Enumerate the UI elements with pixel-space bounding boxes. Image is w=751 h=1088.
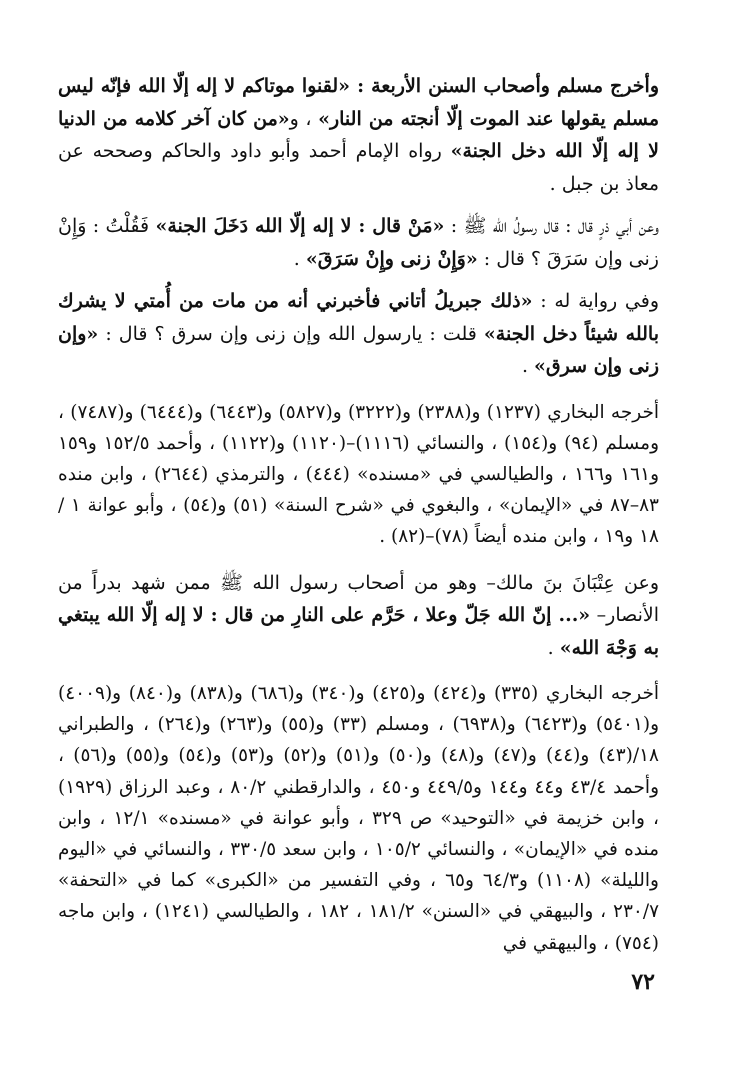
period: . bbox=[521, 355, 535, 377]
paragraph-itban bbox=[58, 567, 659, 665]
connector-text: ، و bbox=[289, 107, 319, 130]
paragraph-muslim-narration bbox=[58, 70, 659, 200]
narration-question: قلت : يارسول الله وإن زنى وإن سرق ؟ قال : bbox=[98, 322, 484, 345]
narration-intro: وأخرج مسلم وأصحاب السنن الأربعة : bbox=[350, 75, 659, 97]
citation-block-1: أخرجه البخاري (١٢٣٧) و(٢٣٨٨) و(٣٢٢٢) و(٥٨٢٧) و(٦٤٤٣) و(٦٤٤٤) و(٧٤٨٧) ، ومسلم (٩٤) و(١٥٤) ، والنسائي (١١١٦)–(١١٢٠) و(١١٢٢) ، وأحمد ١٥٢/٥ و١٥٩ و١٦١ و١٦٦ ، والطيالسي في «مسنده» (٤٤٤) ، والترمذي (٢٦٤٤) ، وابن منده ٨٣–٨٧ في «الإيمان» ، والبغوي في «شرح السنة» (٥١) و(٥٤) ، وأبو عوانة ١ /١٨ و١٩ ، وابن منده أيضاً (٧٨)–(٨٢) . bbox=[58, 401, 660, 548]
hadith-quote: «وإن زنى وإن سرق» bbox=[58, 322, 659, 377]
hadith-quote: «... إنّ الله جَلّ وعلا ، حَرَّم على النارِ من قال : لا إله إلّا الله يبتغي به وَجْهَ الله» bbox=[58, 604, 659, 659]
hadith-quote: «وَإِنْ زنى وإِنْ سَرَقَ» bbox=[305, 247, 478, 270]
narration-intro: وفي رواية له : bbox=[532, 290, 660, 312]
period: . bbox=[547, 636, 560, 659]
narration-intro: وعن أبي ذرٍ قال : قال رسولُ الله ﷺ : bbox=[444, 215, 659, 237]
narration-question: فَقُلْتُ : وَإِنْ زنى وإن سَرَقَ ؟ قال : bbox=[58, 215, 659, 270]
hadith-quote: «ذلك جبريلُ أتاني فأخبرني أنه من مات من أُمتي لا يشرك بالله شيئاً دخل الجنة» bbox=[58, 290, 659, 345]
hadith-quote: «مَنْ قال : لا إله إلّا الله دَخَلَ الجنة» bbox=[155, 215, 445, 237]
narration-intro: وعن عِتْبَانَ بنَ مالك– وهو من أصحاب رسول الله ﷺ ممن شهد بدراً من الأنصار– bbox=[58, 571, 659, 627]
hadith-quote: «لقنوا موتاكم لا إله إلّا الله فإنّه ليس مسلم يقولها عند الموت إلّا أنجته من النار» bbox=[58, 75, 659, 130]
citation-block-2: أخرجه البخاري (٣٣٥) و(٤٢٤) و(٤٢٥) و(٣٤٠) و(٦٨٦) و(٨٣٨) و(٨٤٠) و(٤٠٠٩) و(٥٤٠١) و(٦٤٢٣) و(٦٩٣٨) ، ومسلم (٣٣) و(٥٥) و(٢٦٣) و(٢٦٤) ، والطبراني ١٨/(٤٣) و(٤٤) و(٤٧) و(٤٨) و(٥٠) و(٥١) و(٥٢) و(٥٣) و(٥٤) و(٥٥) و(٥٦) ، وأحمد ٤٣/٤ و٤٤ و١٤٤ و٤٤٩/٥ و٤٥٠ ، والدارقطني ٨٠/٢ ، وعبد الرزاق (١٩٢٩) ، وابن خزيمة في «التوحيد» ص ٣٢٩ ، وأبو عوانة في «مسنده» ١٢/١ ، وابن منده في «الإيمان» ، والنسائي ١٠٥/٢ ، وابن سعد ٣٣٠/٥ ، والنسائي في «اليوم والليلة» (١١٠٨) و٦٤/٣ و٦٥ ، وفي التفسير من «الكبرى» كما في «التحفة» ٢٣٠/٧ ، والبيهقي في «السنن» ١٨١/٢ ، ١٨٢ ، والطيالسي (١٢٤١) ، وابن ماجه (٧٥٤) ، والبيهقي في bbox=[58, 683, 660, 954]
page-number: ٧٢ bbox=[631, 969, 655, 995]
narration-source: رواه الإمام أحمد وأبو داود والحاكم وصححه عن معاذ بن جبل . bbox=[58, 140, 659, 195]
hadith-quote: «من كان آخر كلامه من الدنيا لا إله إلّا الله دخل الجنة» bbox=[58, 107, 659, 162]
period: . bbox=[293, 247, 306, 270]
paragraph-another-narration bbox=[58, 285, 659, 383]
paragraph-abu-dharr bbox=[58, 210, 659, 275]
